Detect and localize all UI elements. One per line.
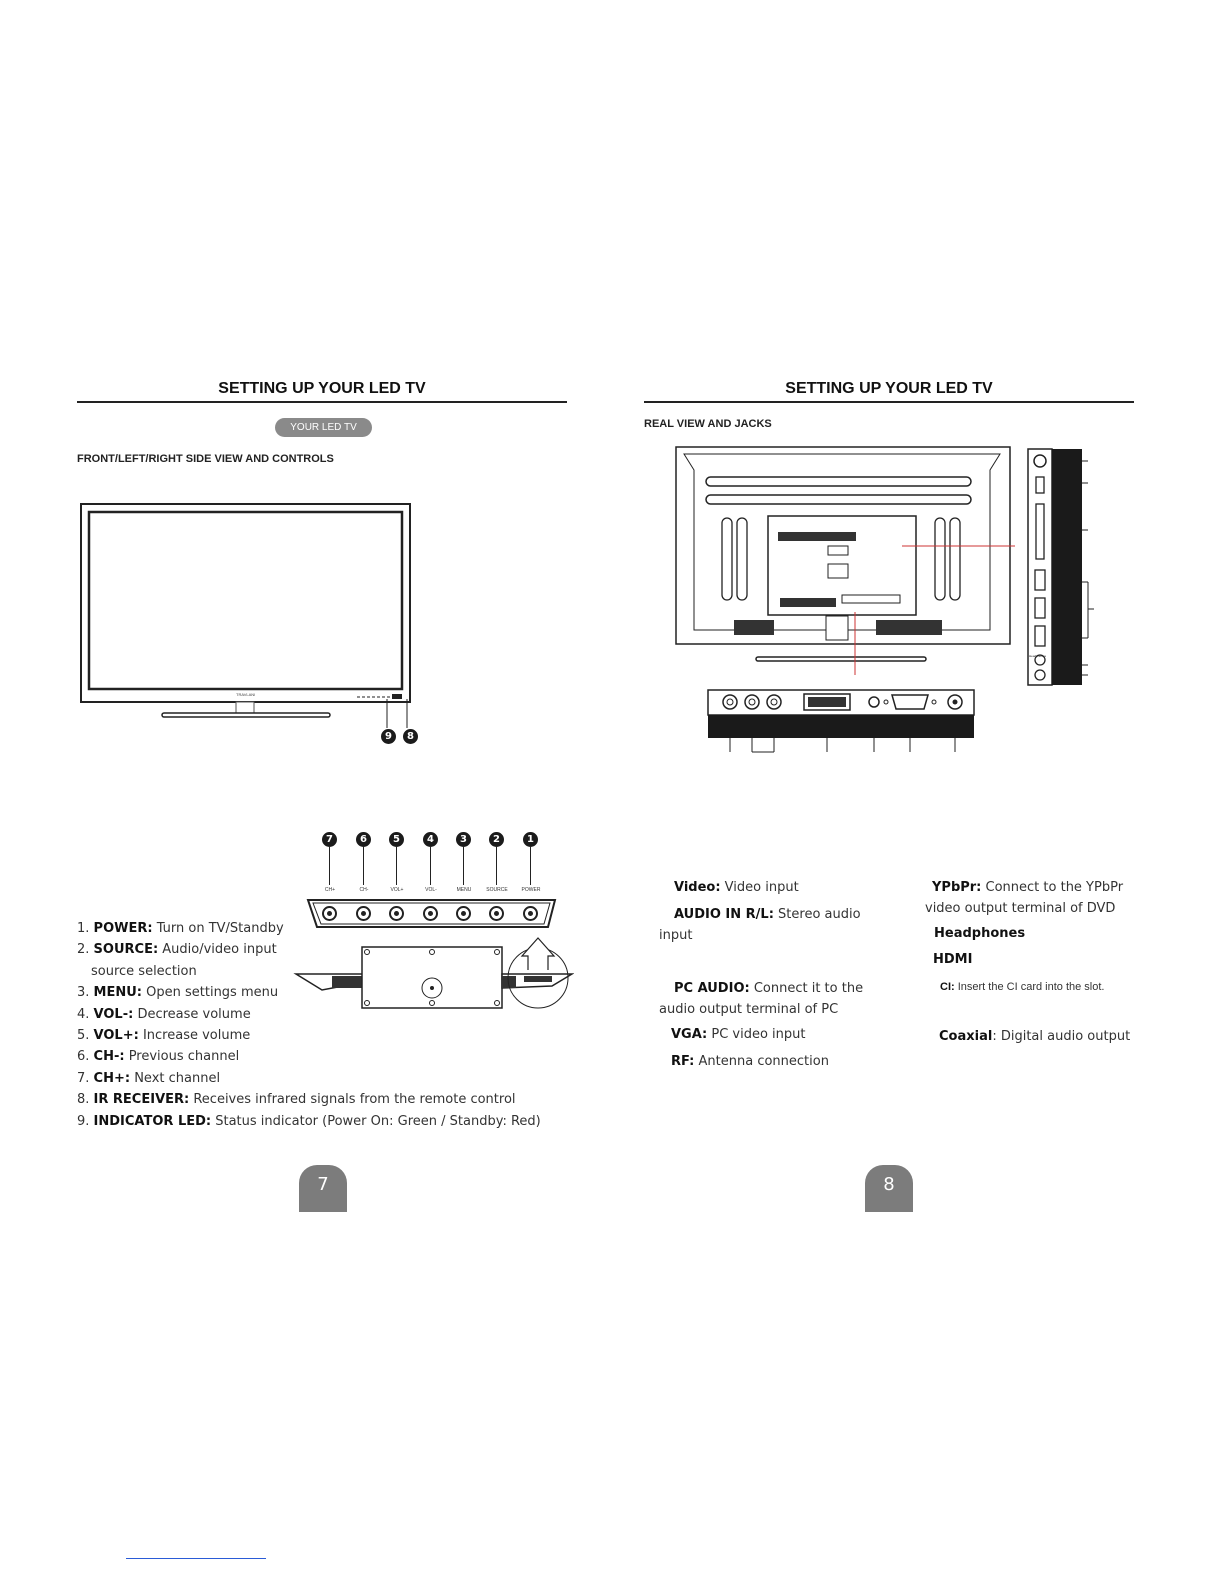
legend-item: 7. CH+: Next channel [77,1070,221,1086]
tv-brand-text: TRAVLANI [236,692,256,697]
desc-ypbpr: YPbPr: Connect to the YPbPr [932,880,1124,895]
desc-vga: VGA: PC video input [671,1027,806,1042]
rear-view-subtitle: REAL VIEW AND JACKS [644,418,772,430]
button-number-1: 1 [523,832,538,847]
button-label-menu: MENU [456,887,472,893]
desc-pc-audio-cont: audio output terminal of PC [659,1002,839,1017]
left-header-rule [77,401,567,403]
button-label-ch-plus: CH+ [324,887,336,893]
button-number-3: 3 [456,832,471,847]
right-header-rule [644,401,1134,403]
vga-port-icon [892,695,928,709]
button-number-4: 4 [423,832,438,847]
button-number-2: 2 [489,832,504,847]
desc-audio-in-cont: input [659,928,693,943]
legend-item: 6. CH-: Previous channel [77,1049,240,1065]
legend-item: 1. POWER: Turn on TV/Standby [77,921,284,936]
button-label-source: SOURCE [486,887,508,893]
side-jack-panel [1026,446,1096,688]
tv-front-illustration [78,500,418,750]
legend-item: 4. VOL-: Decrease volume [77,1006,251,1022]
callout-badge-9: 9 [381,729,396,744]
tv-stand-base [162,713,330,717]
button-label-vol-plus: VOL+ [390,887,404,893]
desc-ypbpr-cont: video output terminal of DVD [925,901,1116,916]
button-label-vol-minus: VOL- [425,887,437,893]
desc-video: Video: Video input [674,880,799,895]
callout-badge-8: 8 [403,729,418,744]
tv-screen [89,512,402,689]
legend-item: 2. SOURCE: Audio/video input [77,942,277,958]
button-number-5: 5 [389,832,404,847]
jack-descriptions-col2 [925,877,1145,1047]
footer-hyperlink-underline[interactable] [126,1558,266,1559]
rear-bottom-jack-panel [706,688,978,756]
control-buttons-panel [305,830,565,930]
controls-legend [77,918,541,1132]
legend-item: 5. VOL+: Increase volume [77,1028,251,1044]
desc-headphones: Headphones [934,926,1026,941]
desc-ci: CI: Insert the CI card into the slot. [940,981,1105,993]
legend-item: 9. INDICATOR LED: Status indicator (Power On: Green / Standby: Red) [77,1113,541,1129]
button-label-ch-minus: CH- [359,887,369,893]
button-number-7: 7 [322,832,337,847]
desc-rf: RF: Antenna connection [671,1054,829,1069]
page-number-8: 8 [865,1165,913,1212]
tv-stand-neck [236,702,254,714]
jack-descriptions-col1 [659,877,899,1072]
button-label-power: POWER [521,887,541,893]
right-page-header: SETTING UP YOUR LED TV [785,380,993,397]
legend-item: 8. IR RECEIVER: Receives infrared signals from the remote control [77,1092,516,1108]
legend-item: source selection [91,963,197,979]
your-led-tv-pill: YOUR LED TV [275,418,372,437]
page-number-7: 7 [299,1165,347,1212]
headphones-mini-label: Headphones [1029,654,1047,658]
desc-coaxial: Coaxial: Digital audio output [939,1029,1131,1044]
front-view-subtitle: FRONT/LEFT/RIGHT SIDE VIEW AND CONTROLS [77,453,334,465]
desc-audio-in: AUDIO IN R/L: Stereo audio [674,907,861,922]
left-page-header: SETTING UP YOUR LED TV [218,380,426,397]
desc-pc-audio: PC AUDIO: Connect it to the [674,981,864,996]
button-number-6: 6 [356,832,371,847]
desc-hdmi: HDMI [933,952,973,967]
tv-rear-illustration [670,440,1015,675]
legend-item: 3. MENU: Open settings menu [77,985,279,1001]
